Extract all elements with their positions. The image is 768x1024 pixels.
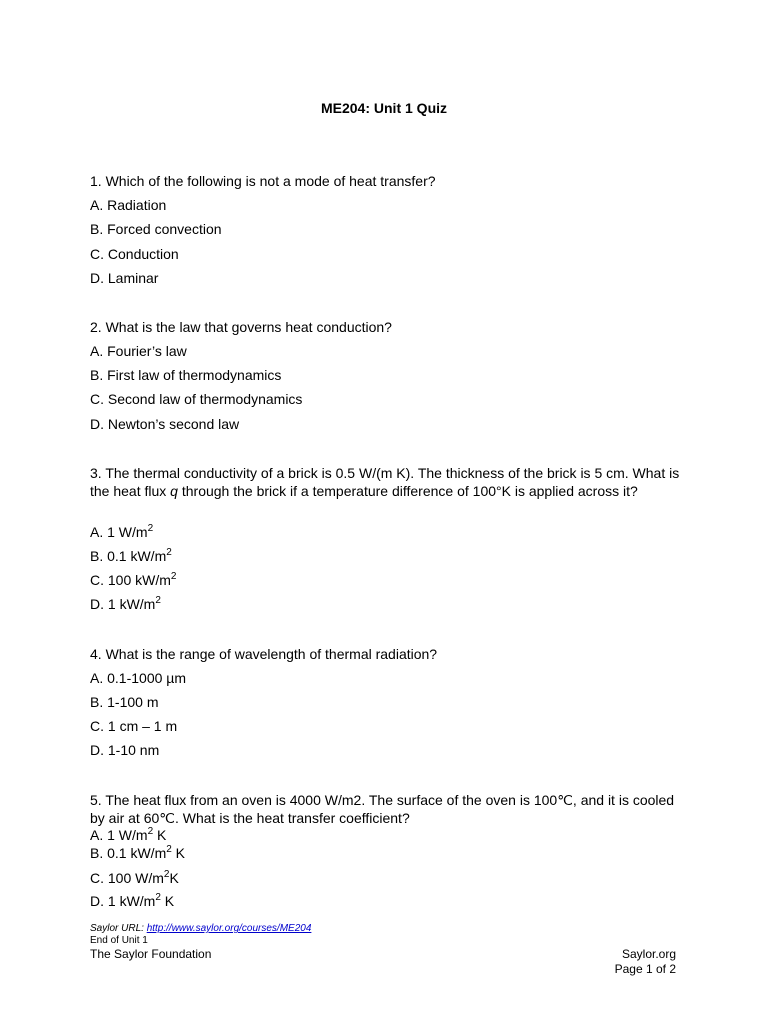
question-3-option-a — [90, 524, 153, 540]
option-exponent: 2 — [170, 571, 177, 582]
option-unit-tail: K — [160, 893, 175, 909]
option-text: D. 1 kW/m — [90, 596, 156, 612]
question-4-option-a: A. 0.1-1000 µm — [90, 670, 187, 686]
question-2-option-c: C. Second law of thermodynamics — [90, 391, 303, 407]
question-5-option-c — [90, 870, 179, 886]
question-3-text-end: through the brick if a temperature difference of 100°K is applied across it? — [177, 483, 638, 499]
option-unit-tail: K — [153, 827, 167, 843]
question-2: 2. What is the law that governs heat conduction? — [90, 319, 392, 335]
course-url-link[interactable]: http://www.saylor.org/courses/ME204 — [146, 923, 312, 934]
question-3-option-d — [90, 596, 161, 612]
footer-site: Saylor.org — [621, 947, 676, 961]
footer-url-line — [90, 923, 311, 934]
question-3-option-b — [90, 548, 172, 564]
option-text: C. 100 kW/m — [90, 572, 171, 588]
option-unit-tail: K — [169, 870, 179, 886]
question-1-option-b: B. Forced convection — [90, 221, 222, 237]
question-5-option-b — [90, 845, 185, 861]
option-exponent: 2 — [147, 523, 154, 534]
footer-url-label: Saylor URL: — [90, 923, 147, 934]
option-text: C. 100 W/m — [90, 870, 164, 886]
question-5-option-a — [90, 827, 166, 843]
question-1: 1. Which of the following is not a mode of heat transfer? — [90, 173, 436, 189]
option-exponent: 2 — [163, 869, 170, 880]
page-title: ME204: Unit 1 Quiz — [320, 100, 448, 116]
option-exponent: 2 — [147, 826, 154, 837]
option-text: D. 1 kW/m — [90, 893, 156, 909]
question-3-text-start: 3. The thermal conductivity of a brick is 0.5 W/(m K). The thickness of the brick is 5 cm. What is the heat flux — [90, 465, 680, 499]
option-text: A. 1 W/m — [90, 524, 148, 540]
heat-flux-variable: q — [170, 483, 178, 499]
question-2-option-d: D. Newton’s second law — [90, 416, 240, 432]
question-5-option-d — [90, 893, 174, 909]
option-exponent: 2 — [166, 547, 172, 558]
question-4: 4. What is the range of wavelength of thermal radiation? — [90, 646, 438, 662]
question-1-option-c: C. Conduction — [90, 246, 179, 262]
question-1-option-d: D. Laminar — [90, 270, 159, 286]
option-exponent: 2 — [166, 844, 172, 855]
option-text: B. 0.1 kW/m — [90, 548, 167, 564]
question-3 — [90, 464, 690, 500]
footer-organization: The Saylor Foundation — [90, 947, 212, 961]
option-unit-tail: K — [171, 845, 186, 861]
question-4-option-b: B. 1-100 m — [90, 694, 159, 710]
footer-end-note: End of Unit 1 — [90, 935, 148, 946]
question-3-option-c — [90, 572, 176, 588]
option-exponent: 2 — [155, 892, 161, 903]
question-2-option-b: B. First law of thermodynamics — [90, 367, 282, 383]
option-exponent: 2 — [155, 595, 161, 606]
question-4-option-d: D. 1-10 nm — [90, 742, 160, 758]
question-2-option-a: A. Fourier’s law — [90, 343, 187, 359]
option-text: A. 1 W/m — [90, 827, 148, 843]
question-5: 5. The heat flux from an oven is 4000 W/m2. The surface of the oven is 100℃, and it is cooled by air at 60℃. What is the heat transfer coefficient? — [90, 792, 675, 826]
option-text: B. 0.1 kW/m — [90, 845, 167, 861]
question-4-option-c: C. 1 cm – 1 m — [90, 718, 178, 734]
footer-page-number: Page 1 of 2 — [614, 962, 676, 976]
question-1-option-a: A. Radiation — [90, 197, 167, 213]
